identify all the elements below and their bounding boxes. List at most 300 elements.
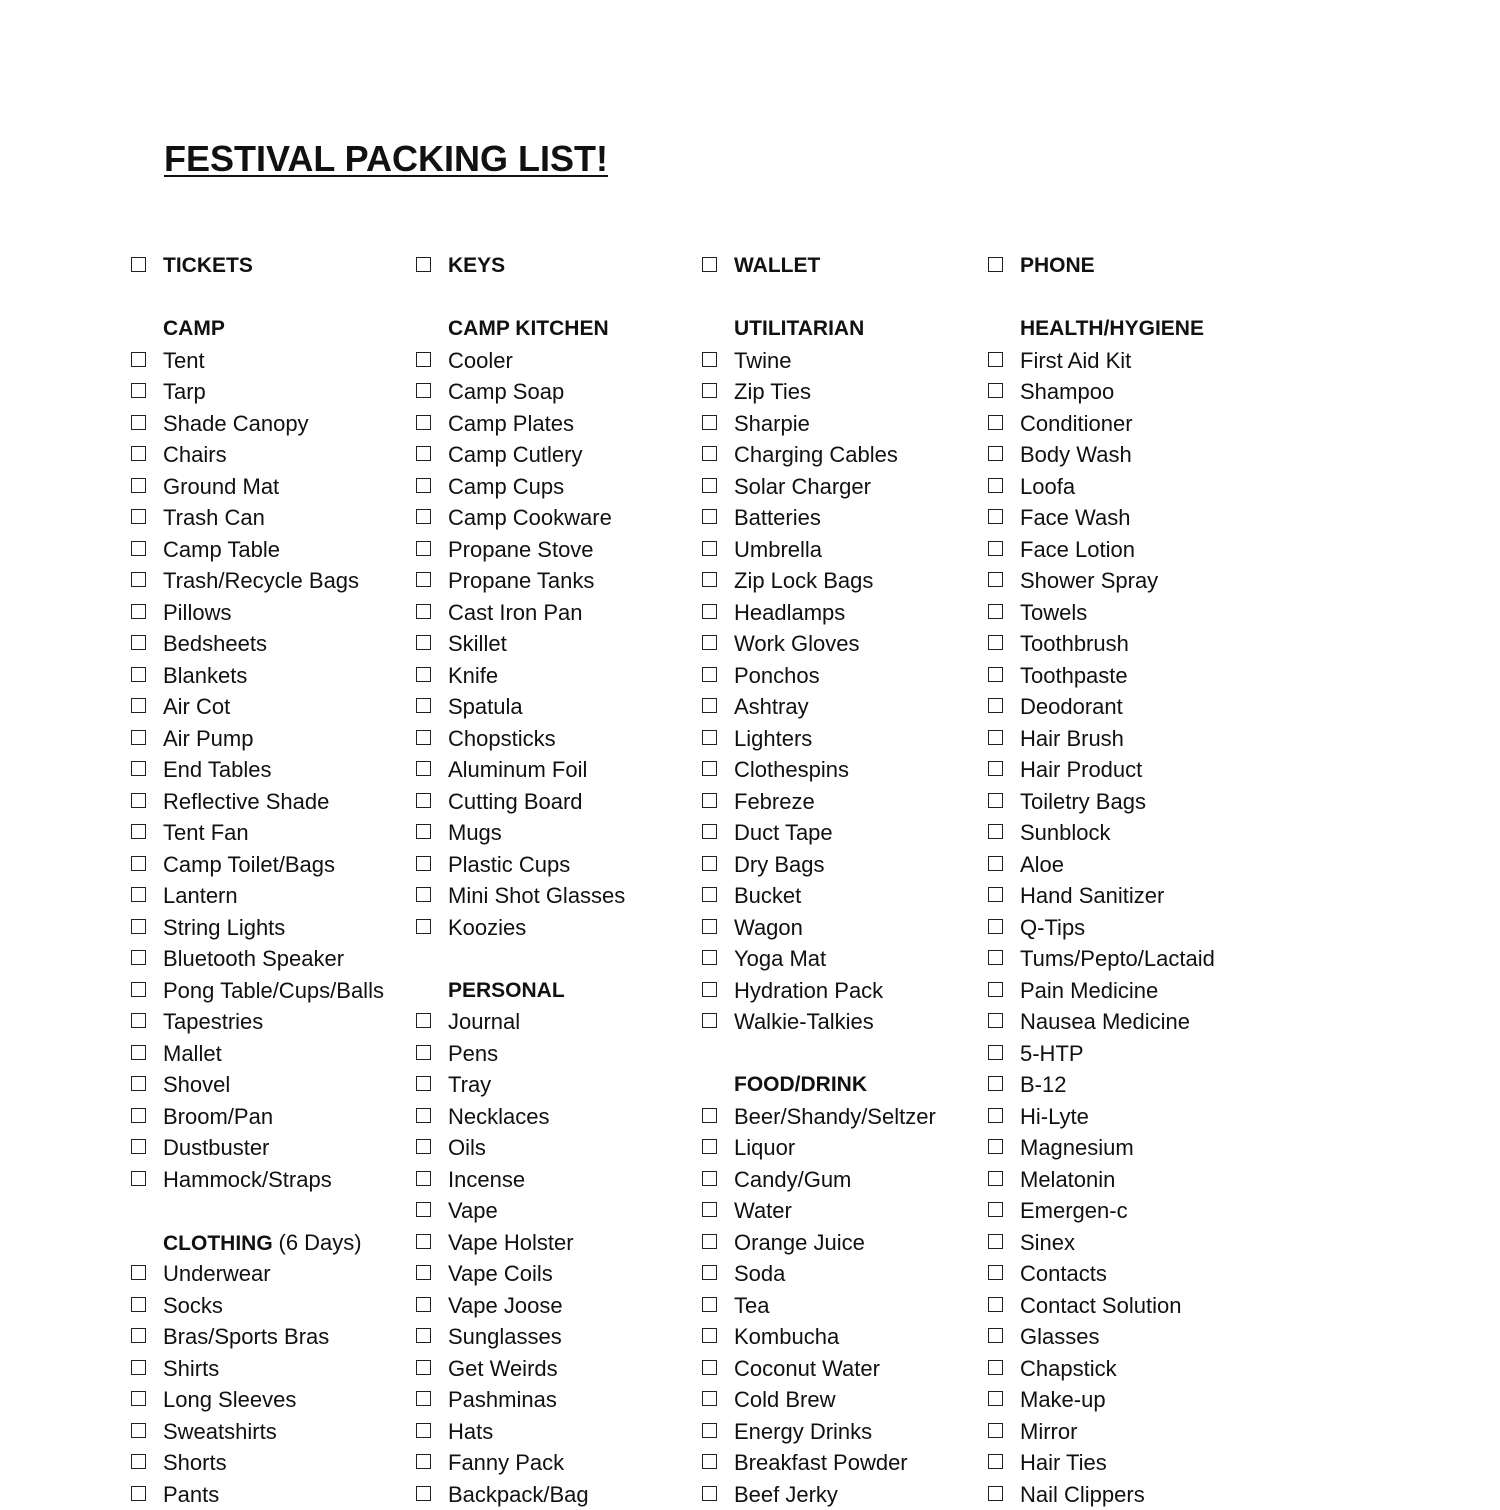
- checklist-item-tent[interactable]: [131, 345, 411, 377]
- checklist-item-sunblock[interactable]: [988, 817, 1268, 849]
- checklist-item-tapestries[interactable]: [131, 1006, 411, 1038]
- checklist-item-mallet[interactable]: [131, 1038, 411, 1070]
- checklist-item-twine[interactable]: [702, 345, 982, 377]
- top-item-tickets[interactable]: [131, 250, 411, 282]
- checklist-item-bedsheets[interactable]: [131, 628, 411, 660]
- checkbox[interactable]: [702, 415, 717, 430]
- checkbox[interactable]: [416, 1013, 431, 1028]
- checkbox[interactable]: [702, 1297, 717, 1312]
- checklist-item-charging-cables[interactable]: [702, 439, 982, 471]
- checkbox[interactable]: [702, 856, 717, 871]
- checklist-item-pants[interactable]: [131, 1479, 411, 1510]
- checklist-item-sunglasses[interactable]: [416, 1321, 696, 1353]
- checkbox[interactable]: [131, 257, 146, 272]
- checklist-item-bucket[interactable]: [702, 880, 982, 912]
- checklist-item-cast-iron-pan[interactable]: [416, 597, 696, 629]
- checklist-item-get-weirds[interactable]: [416, 1353, 696, 1385]
- checkbox[interactable]: [416, 415, 431, 430]
- checklist-item-q-tips[interactable]: [988, 912, 1268, 944]
- checklist-item-sinex[interactable]: [988, 1227, 1268, 1259]
- checklist-item-long-sleeves[interactable]: [131, 1384, 411, 1416]
- checkbox[interactable]: [988, 730, 1003, 745]
- checkbox[interactable]: [702, 257, 717, 272]
- checklist-item-tums-pepto-lactaid[interactable]: [988, 943, 1268, 975]
- checklist-item-duct-tape[interactable]: [702, 817, 982, 849]
- checkbox[interactable]: [131, 793, 146, 808]
- checkbox[interactable]: [131, 415, 146, 430]
- checklist-item-kombucha[interactable]: [702, 1321, 982, 1353]
- checkbox[interactable]: [131, 1108, 146, 1123]
- checkbox[interactable]: [988, 446, 1003, 461]
- checkbox[interactable]: [416, 856, 431, 871]
- checklist-item-tray[interactable]: [416, 1069, 696, 1101]
- checkbox[interactable]: [416, 1045, 431, 1060]
- checkbox[interactable]: [988, 1423, 1003, 1438]
- checkbox[interactable]: [988, 1139, 1003, 1154]
- checklist-item-shorts[interactable]: [131, 1447, 411, 1479]
- checkbox[interactable]: [702, 635, 717, 650]
- checklist-item-shower-spray[interactable]: [988, 565, 1268, 597]
- checklist-item-chopsticks[interactable]: [416, 723, 696, 755]
- checkbox[interactable]: [988, 1202, 1003, 1217]
- checkbox[interactable]: [702, 667, 717, 682]
- top-item-phone[interactable]: [988, 250, 1268, 282]
- checkbox[interactable]: [416, 572, 431, 587]
- checkbox[interactable]: [702, 604, 717, 619]
- checkbox[interactable]: [131, 572, 146, 587]
- checklist-item-reflective-shade[interactable]: [131, 786, 411, 818]
- checkbox[interactable]: [416, 635, 431, 650]
- checkbox[interactable]: [702, 541, 717, 556]
- checklist-item-pashminas[interactable]: [416, 1384, 696, 1416]
- checkbox[interactable]: [988, 1076, 1003, 1091]
- checkbox[interactable]: [988, 1013, 1003, 1028]
- checkbox[interactable]: [702, 1454, 717, 1469]
- checklist-item-orange-juice[interactable]: [702, 1227, 982, 1259]
- checkbox[interactable]: [702, 887, 717, 902]
- checkbox[interactable]: [131, 887, 146, 902]
- checkbox[interactable]: [988, 635, 1003, 650]
- checklist-item-hi-lyte[interactable]: [988, 1101, 1268, 1133]
- checklist-item-first-aid-kit[interactable]: [988, 345, 1268, 377]
- checkbox[interactable]: [988, 352, 1003, 367]
- checklist-item-face-lotion[interactable]: [988, 534, 1268, 566]
- checkbox[interactable]: [702, 1234, 717, 1249]
- item-label: Mirror: [1020, 1419, 1077, 1444]
- checklist-item-glasses[interactable]: [988, 1321, 1268, 1353]
- checklist-item-contacts[interactable]: [988, 1258, 1268, 1290]
- checklist-item-hammock-straps[interactable]: [131, 1164, 411, 1196]
- checklist-item-shade-canopy[interactable]: [131, 408, 411, 440]
- checklist-item-koozies[interactable]: [416, 912, 696, 944]
- checklist-item-ground-mat[interactable]: [131, 471, 411, 503]
- checklist-item-camp-table[interactable]: [131, 534, 411, 566]
- checkbox[interactable]: [416, 383, 431, 398]
- checkbox[interactable]: [131, 509, 146, 524]
- checklist-item-propane-tanks[interactable]: [416, 565, 696, 597]
- checkbox[interactable]: [416, 824, 431, 839]
- checkbox[interactable]: [702, 950, 717, 965]
- checklist-item-shovel[interactable]: [131, 1069, 411, 1101]
- checkbox[interactable]: [988, 856, 1003, 871]
- checklist-item-shampoo[interactable]: [988, 376, 1268, 408]
- checkbox[interactable]: [416, 1234, 431, 1249]
- checklist-item-hand-sanitizer[interactable]: [988, 880, 1268, 912]
- checklist-item-chapstick[interactable]: [988, 1353, 1268, 1385]
- checkbox[interactable]: [131, 730, 146, 745]
- top-item-keys[interactable]: [416, 250, 696, 282]
- checklist-item-febreze[interactable]: [702, 786, 982, 818]
- checklist-item-5-htp[interactable]: [988, 1038, 1268, 1070]
- checkbox[interactable]: [131, 1139, 146, 1154]
- checkbox[interactable]: [416, 604, 431, 619]
- checkbox[interactable]: [131, 1171, 146, 1186]
- checkbox[interactable]: [702, 793, 717, 808]
- checklist-item-sharpie[interactable]: [702, 408, 982, 440]
- checkbox[interactable]: [131, 541, 146, 556]
- checkbox[interactable]: [131, 383, 146, 398]
- checkbox[interactable]: [702, 572, 717, 587]
- checklist-item-mini-shot-glasses[interactable]: [416, 880, 696, 912]
- checklist-item-work-gloves[interactable]: [702, 628, 982, 660]
- checklist-item-body-wash[interactable]: [988, 439, 1268, 471]
- checkbox[interactable]: [416, 793, 431, 808]
- checkbox[interactable]: [416, 257, 431, 272]
- checkbox[interactable]: [988, 667, 1003, 682]
- checkbox[interactable]: [702, 824, 717, 839]
- checklist-item-trash-recycle-bags[interactable]: [131, 565, 411, 597]
- checkbox[interactable]: [988, 698, 1003, 713]
- checklist-item-string-lights[interactable]: [131, 912, 411, 944]
- checklist-item-contact-solution[interactable]: [988, 1290, 1268, 1322]
- checkbox[interactable]: [702, 1202, 717, 1217]
- checklist-item-knife[interactable]: [416, 660, 696, 692]
- checklist-item-trash-can[interactable]: [131, 502, 411, 534]
- checklist-item-vape-joose[interactable]: [416, 1290, 696, 1322]
- checklist-item-skillet[interactable]: [416, 628, 696, 660]
- checkbox[interactable]: [702, 509, 717, 524]
- checkbox[interactable]: [702, 698, 717, 713]
- checklist-item-pillows[interactable]: [131, 597, 411, 629]
- checklist-item-broom-pan[interactable]: [131, 1101, 411, 1133]
- checklist-item-aloe[interactable]: [988, 849, 1268, 881]
- checkbox[interactable]: [416, 1265, 431, 1280]
- checkbox[interactable]: [988, 1108, 1003, 1123]
- checkbox[interactable]: [416, 698, 431, 713]
- section-heading-health-hygiene: [988, 313, 1268, 345]
- checkbox[interactable]: [131, 604, 146, 619]
- checkbox[interactable]: [702, 1360, 717, 1375]
- checklist-item-propane-stove[interactable]: [416, 534, 696, 566]
- checklist-item-zip-lock-bags[interactable]: [702, 565, 982, 597]
- checklist-item-yoga-mat[interactable]: [702, 943, 982, 975]
- checkbox[interactable]: [702, 730, 717, 745]
- checklist-item-ponchos[interactable]: [702, 660, 982, 692]
- checklist-item-magnesium[interactable]: [988, 1132, 1268, 1164]
- checkbox[interactable]: [988, 257, 1003, 272]
- checkbox[interactable]: [702, 1013, 717, 1028]
- checkbox[interactable]: [131, 1013, 146, 1028]
- checklist-item-oils[interactable]: [416, 1132, 696, 1164]
- checkbox[interactable]: [131, 1423, 146, 1438]
- checkbox[interactable]: [702, 1108, 717, 1123]
- checkbox[interactable]: [416, 1108, 431, 1123]
- checkbox[interactable]: [988, 1360, 1003, 1375]
- checkbox[interactable]: [988, 793, 1003, 808]
- checklist-item-water[interactable]: [702, 1195, 982, 1227]
- checklist-item-candy-gum[interactable]: [702, 1164, 982, 1196]
- checklist-item-shirts[interactable]: [131, 1353, 411, 1385]
- checklist-item-b-12[interactable]: [988, 1069, 1268, 1101]
- checkbox[interactable]: [131, 1360, 146, 1375]
- checklist-item-backpack-bag[interactable]: [416, 1479, 696, 1510]
- item-label: Duct Tape: [734, 820, 833, 845]
- checkbox[interactable]: [702, 1139, 717, 1154]
- checklist-item-camp-cutlery[interactable]: [416, 439, 696, 471]
- checklist-item-air-cot[interactable]: [131, 691, 411, 723]
- checkbox[interactable]: [416, 1297, 431, 1312]
- checkbox[interactable]: [988, 1045, 1003, 1060]
- checklist-item-bluetooth-speaker[interactable]: [131, 943, 411, 975]
- checklist-item-face-wash[interactable]: [988, 502, 1268, 534]
- checklist-item-pain-medicine[interactable]: [988, 975, 1268, 1007]
- checklist-item-hair-ties[interactable]: [988, 1447, 1268, 1479]
- checklist-item-hats[interactable]: [416, 1416, 696, 1448]
- checkbox[interactable]: [416, 667, 431, 682]
- checklist-item-lighters[interactable]: [702, 723, 982, 755]
- checklist-item-necklaces[interactable]: [416, 1101, 696, 1133]
- checklist-item-camp-soap[interactable]: [416, 376, 696, 408]
- checklist-item-end-tables[interactable]: [131, 754, 411, 786]
- checklist-item-soda[interactable]: [702, 1258, 982, 1290]
- checkbox[interactable]: [702, 1486, 717, 1501]
- checklist-item-headlamps[interactable]: [702, 597, 982, 629]
- checkbox[interactable]: [702, 383, 717, 398]
- checklist-item-solar-charger[interactable]: [702, 471, 982, 503]
- checklist-item-zip-ties[interactable]: [702, 376, 982, 408]
- checklist-item-toiletry-bags[interactable]: [988, 786, 1268, 818]
- checkbox[interactable]: [131, 352, 146, 367]
- checkbox[interactable]: [131, 1454, 146, 1469]
- checklist-item-pong-table-cups-balls[interactable]: [131, 975, 411, 1007]
- checklist-item-liquor[interactable]: [702, 1132, 982, 1164]
- checkbox[interactable]: [131, 856, 146, 871]
- checkbox[interactable]: [131, 1328, 146, 1343]
- checkbox[interactable]: [702, 761, 717, 776]
- checklist-item-batteries[interactable]: [702, 502, 982, 534]
- checklist-item-vape-holster[interactable]: [416, 1227, 696, 1259]
- checklist-item-lantern[interactable]: [131, 880, 411, 912]
- checklist-item-spatula[interactable]: [416, 691, 696, 723]
- checkbox[interactable]: [702, 352, 717, 367]
- checkbox[interactable]: [988, 415, 1003, 430]
- checkbox[interactable]: [416, 919, 431, 934]
- checkbox[interactable]: [131, 761, 146, 776]
- checklist-item-loofa[interactable]: [988, 471, 1268, 503]
- checkbox[interactable]: [416, 509, 431, 524]
- checkbox[interactable]: [416, 1328, 431, 1343]
- checklist-item-hair-brush[interactable]: [988, 723, 1268, 755]
- checkbox[interactable]: [416, 1139, 431, 1154]
- checkbox[interactable]: [131, 1297, 146, 1312]
- checkbox[interactable]: [131, 919, 146, 934]
- checklist-item-emergen-c[interactable]: [988, 1195, 1268, 1227]
- checklist-item-dustbuster[interactable]: [131, 1132, 411, 1164]
- checklist-item-camp-toilet-bags[interactable]: [131, 849, 411, 881]
- checkbox[interactable]: [416, 1202, 431, 1217]
- checkbox[interactable]: [988, 1486, 1003, 1501]
- checkbox[interactable]: [988, 604, 1003, 619]
- checklist-item-plastic-cups[interactable]: [416, 849, 696, 881]
- checklist-item-cutting-board[interactable]: [416, 786, 696, 818]
- checklist-item-energy-drinks[interactable]: [702, 1416, 982, 1448]
- checkbox[interactable]: [988, 1171, 1003, 1186]
- checkbox[interactable]: [988, 1234, 1003, 1249]
- checkbox[interactable]: [416, 478, 431, 493]
- checkbox[interactable]: [416, 761, 431, 776]
- checklist-item-chairs[interactable]: [131, 439, 411, 471]
- checkbox[interactable]: [416, 541, 431, 556]
- checkbox[interactable]: [988, 919, 1003, 934]
- checkbox[interactable]: [988, 1391, 1003, 1406]
- checklist-item-melatonin[interactable]: [988, 1164, 1268, 1196]
- checkbox[interactable]: [131, 667, 146, 682]
- checklist-item-toothpaste[interactable]: [988, 660, 1268, 692]
- checkbox[interactable]: [988, 572, 1003, 587]
- checklist-item-mirror[interactable]: [988, 1416, 1268, 1448]
- item-label: Tea: [734, 1293, 769, 1318]
- checkbox[interactable]: [131, 1265, 146, 1280]
- checkbox[interactable]: [702, 982, 717, 997]
- checkbox[interactable]: [988, 509, 1003, 524]
- checklist-item-hydration-pack[interactable]: [702, 975, 982, 1007]
- checklist-item-tarp[interactable]: [131, 376, 411, 408]
- checkbox[interactable]: [988, 1297, 1003, 1312]
- checklist-item-journal[interactable]: [416, 1006, 696, 1038]
- item-label: Vape Holster: [448, 1230, 574, 1255]
- checkbox[interactable]: [416, 1486, 431, 1501]
- item-label: Camp Soap: [448, 379, 564, 404]
- checklist-item-aluminum-foil[interactable]: [416, 754, 696, 786]
- checkbox[interactable]: [416, 446, 431, 461]
- checkbox[interactable]: [988, 824, 1003, 839]
- checkbox[interactable]: [416, 1391, 431, 1406]
- checklist-item-hair-product[interactable]: [988, 754, 1268, 786]
- checkbox[interactable]: [131, 698, 146, 713]
- checklist-item-camp-plates[interactable]: [416, 408, 696, 440]
- checklist-item-camp-cookware[interactable]: [416, 502, 696, 534]
- checklist-item-beer-shandy-seltzer[interactable]: [702, 1101, 982, 1133]
- checkbox[interactable]: [131, 950, 146, 965]
- checklist-item-tent-fan[interactable]: [131, 817, 411, 849]
- checkbox[interactable]: [416, 730, 431, 745]
- checklist-item-fanny-pack[interactable]: [416, 1447, 696, 1479]
- checklist-item-breakfast-powder[interactable]: [702, 1447, 982, 1479]
- checklist-item-dry-bags[interactable]: [702, 849, 982, 881]
- checkbox[interactable]: [702, 1265, 717, 1280]
- checkbox[interactable]: [131, 478, 146, 493]
- checkbox[interactable]: [131, 1486, 146, 1501]
- checklist-item-wagon[interactable]: [702, 912, 982, 944]
- checkbox[interactable]: [416, 1171, 431, 1186]
- checklist-item-conditioner[interactable]: [988, 408, 1268, 440]
- checklist-item-vape-coils[interactable]: [416, 1258, 696, 1290]
- checklist-item-cooler[interactable]: [416, 345, 696, 377]
- checkbox[interactable]: [988, 887, 1003, 902]
- checkbox[interactable]: [131, 446, 146, 461]
- checkbox[interactable]: [416, 1360, 431, 1375]
- checkbox[interactable]: [416, 1076, 431, 1091]
- checklist-item-socks[interactable]: [131, 1290, 411, 1322]
- checkbox[interactable]: [988, 950, 1003, 965]
- checklist-item-deodorant[interactable]: [988, 691, 1268, 723]
- checkbox[interactable]: [131, 1076, 146, 1091]
- checklist-item-underwear[interactable]: [131, 1258, 411, 1290]
- checklist-item-cold-brew[interactable]: [702, 1384, 982, 1416]
- checklist-item-towels[interactable]: [988, 597, 1268, 629]
- checklist-item-mugs[interactable]: [416, 817, 696, 849]
- checklist-item-air-pump[interactable]: [131, 723, 411, 755]
- checkbox[interactable]: [131, 982, 146, 997]
- checkbox[interactable]: [416, 887, 431, 902]
- item-label: Camp Plates: [448, 411, 574, 436]
- checkbox[interactable]: [131, 1045, 146, 1060]
- checklist-item-beef-jerky[interactable]: [702, 1479, 982, 1510]
- checkbox[interactable]: [702, 478, 717, 493]
- checklist-item-clothespins[interactable]: [702, 754, 982, 786]
- checkbox[interactable]: [988, 1454, 1003, 1469]
- checkbox[interactable]: [702, 1391, 717, 1406]
- column-4: [988, 250, 1268, 1510]
- checkbox[interactable]: [131, 1391, 146, 1406]
- checkbox[interactable]: [131, 824, 146, 839]
- checkbox[interactable]: [988, 982, 1003, 997]
- checklist-item-pens[interactable]: [416, 1038, 696, 1070]
- checklist-item-coconut-water[interactable]: [702, 1353, 982, 1385]
- checklist-item-sweatshirts[interactable]: [131, 1416, 411, 1448]
- checkbox[interactable]: [702, 1423, 717, 1438]
- checkbox[interactable]: [988, 761, 1003, 776]
- checkbox[interactable]: [416, 1423, 431, 1438]
- checkbox[interactable]: [988, 1328, 1003, 1343]
- checklist-item-nausea-medicine[interactable]: [988, 1006, 1268, 1038]
- checkbox[interactable]: [702, 1171, 717, 1186]
- checkbox[interactable]: [702, 446, 717, 461]
- checklist-item-umbrella[interactable]: [702, 534, 982, 566]
- checkbox[interactable]: [702, 919, 717, 934]
- checklist-item-ashtray[interactable]: [702, 691, 982, 723]
- checklist-item-incense[interactable]: [416, 1164, 696, 1196]
- top-item-wallet[interactable]: [702, 250, 982, 282]
- checklist-item-nail-clippers[interactable]: [988, 1479, 1268, 1510]
- checklist-item-bras-sports-bras[interactable]: [131, 1321, 411, 1353]
- checklist-item-toothbrush[interactable]: [988, 628, 1268, 660]
- checkbox[interactable]: [416, 352, 431, 367]
- checklist-item-vape[interactable]: [416, 1195, 696, 1227]
- checklist-item-camp-cups[interactable]: [416, 471, 696, 503]
- checkbox[interactable]: [988, 541, 1003, 556]
- checklist-item-blankets[interactable]: [131, 660, 411, 692]
- checkbox[interactable]: [988, 383, 1003, 398]
- checklist-item-make-up[interactable]: [988, 1384, 1268, 1416]
- checkbox[interactable]: [988, 478, 1003, 493]
- checkbox[interactable]: [702, 1328, 717, 1343]
- checklist-item-tea[interactable]: [702, 1290, 982, 1322]
- checklist-item-walkie-talkies[interactable]: [702, 1006, 982, 1038]
- checkbox[interactable]: [131, 635, 146, 650]
- checkbox[interactable]: [416, 1454, 431, 1469]
- checkbox[interactable]: [988, 1265, 1003, 1280]
